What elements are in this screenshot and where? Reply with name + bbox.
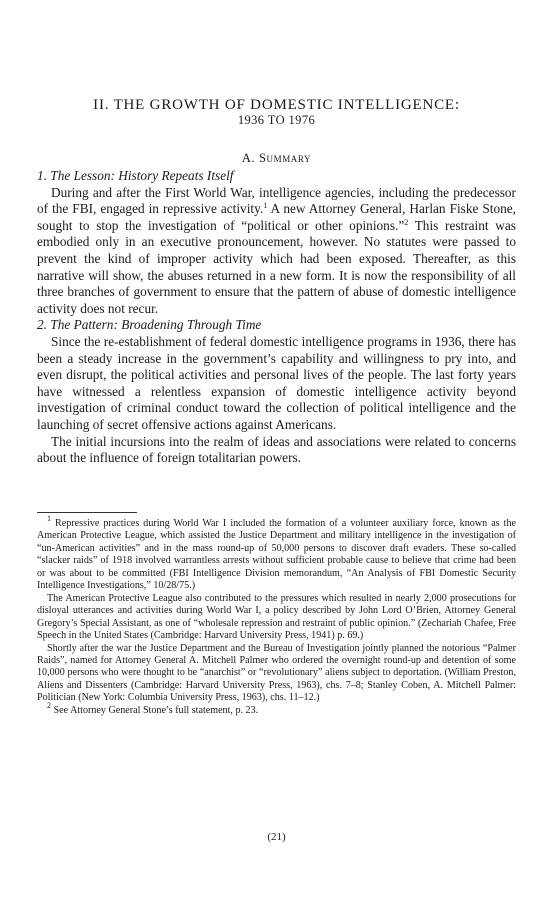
footnote-divider [37, 512, 137, 513]
footnote-2-text: See Attorney General Stone’s full statement, p. 23. [53, 704, 259, 716]
subsection-heading-2: 2. The Pattern: Broadening Through Time [37, 317, 262, 333]
paragraph-1-part-b: A new Attorney General, Harlan Fiske Stone, sought to stop the investigation of “political or other opinions.” [37, 201, 516, 233]
paragraph-1-part-a: During and after the First World War, intelligence agencies, including the predecessor of the FBI, engaged in repressive activity. [37, 184, 516, 217]
footnote-1-number: 1 [47, 514, 51, 523]
chapter-subtitle: 1936 TO 1976 [237, 113, 316, 127]
footnote-1-para-2: The American Protective League also contributed to the pressures which resulted in nearly 2,000 prosecutions for disloyal utterances and activities during World War I, a policy described by John Lord O’Brien, Attorney General Gregory’s Special Assistant, as one of “wholesale repression and restraint of public opinion.” (Zechariah Chafee, Free Speech in the United States (Cambridge: Harvard University Press, 1941) p. 69.) [37, 592, 516, 642]
section-heading [37, 151, 516, 166]
footnote-ref-1: 1 [263, 201, 268, 211]
footnote-ref-2: 2 [404, 217, 409, 227]
footnote-1-para-3: Shortly after the war the Justice Department and the Bureau of Investigation jointly planned the notorious “Palmer Raids”, named for Attorney General A. Mitchell Palmer who ordered the overnight round-up and detention of some 10,000 persons who were thought to be “anarchist” or “revolutionary” aliens subject to deportation. (William Preston, Aliens and Dissenters (Cambridge: Harvard University Press, 1963), chs. 7–8; Stanley Coben, A. Mitchell Palmer: Politician (New York: Columbia University Press, 1963), chs. 11–12.) [37, 642, 516, 704]
footnotes [37, 514, 516, 717]
footnote-1-para-1 [37, 514, 516, 593]
main-text [37, 168, 516, 467]
section-heading-text: A. Summary [241, 151, 312, 165]
paragraph-1-part-c: This restraint was embodied only in an executive pronouncement, however. No statutes were passed to prevent the kind of improper activity which had been exposed. Thereafter, as this narrative will show, the abuses returned in a new form. It is now the responsibility of all three branches of government to ensure that the pattern of abuse of domestic intelligence activity does not recur. [37, 217, 516, 316]
page-number: (21) [267, 831, 286, 843]
subsection-heading-1: 1. The Lesson: History Repeats Itself [37, 168, 234, 183]
footnote-1-text-1: Repressive practices during World War I included the formation of a volunteer auxiliary force, known as the American Protective League, which assisted the Justice Department and military intelligence in the investigation of “un-American activities” and in the mass round-up of 50,000 persons to discover draft evaders. These so-called “slacker raids” of 1918 involved warrantless arrests without sufficient probable cause to believe that crime had been or was about to be committed (FBI Intelligence Division memorandum, “An Analysis of FBI Domestic Security Intelligence Investigations,” 10/28/75.) [37, 518, 516, 592]
chapter-title: II. THE GROWTH OF DOMESTIC INTELLIGENCE: [93, 97, 460, 113]
footnote-2-number: 2 [47, 700, 51, 710]
paragraph-3: The initial incursions into the realm of ideas and associations were related to concerns about the influence of foreign totalitarian powers. [37, 433, 516, 466]
footnote-2 [37, 700, 516, 717]
paragraph-2: Since the re-establishment of federal domestic intelligence programs in 1936, there has been a steady increase in the government’s capability and willingness to pry into, and even disrupt, the political activities and personal lives of the people. The last forty years have witnessed a relentless expansion of domestic intelligence activity beyond investigation of criminal conduct toward the collection of political intelligence and the launching of secret offensive actions against Americans. [37, 333, 516, 432]
paragraph-1 [37, 185, 516, 318]
